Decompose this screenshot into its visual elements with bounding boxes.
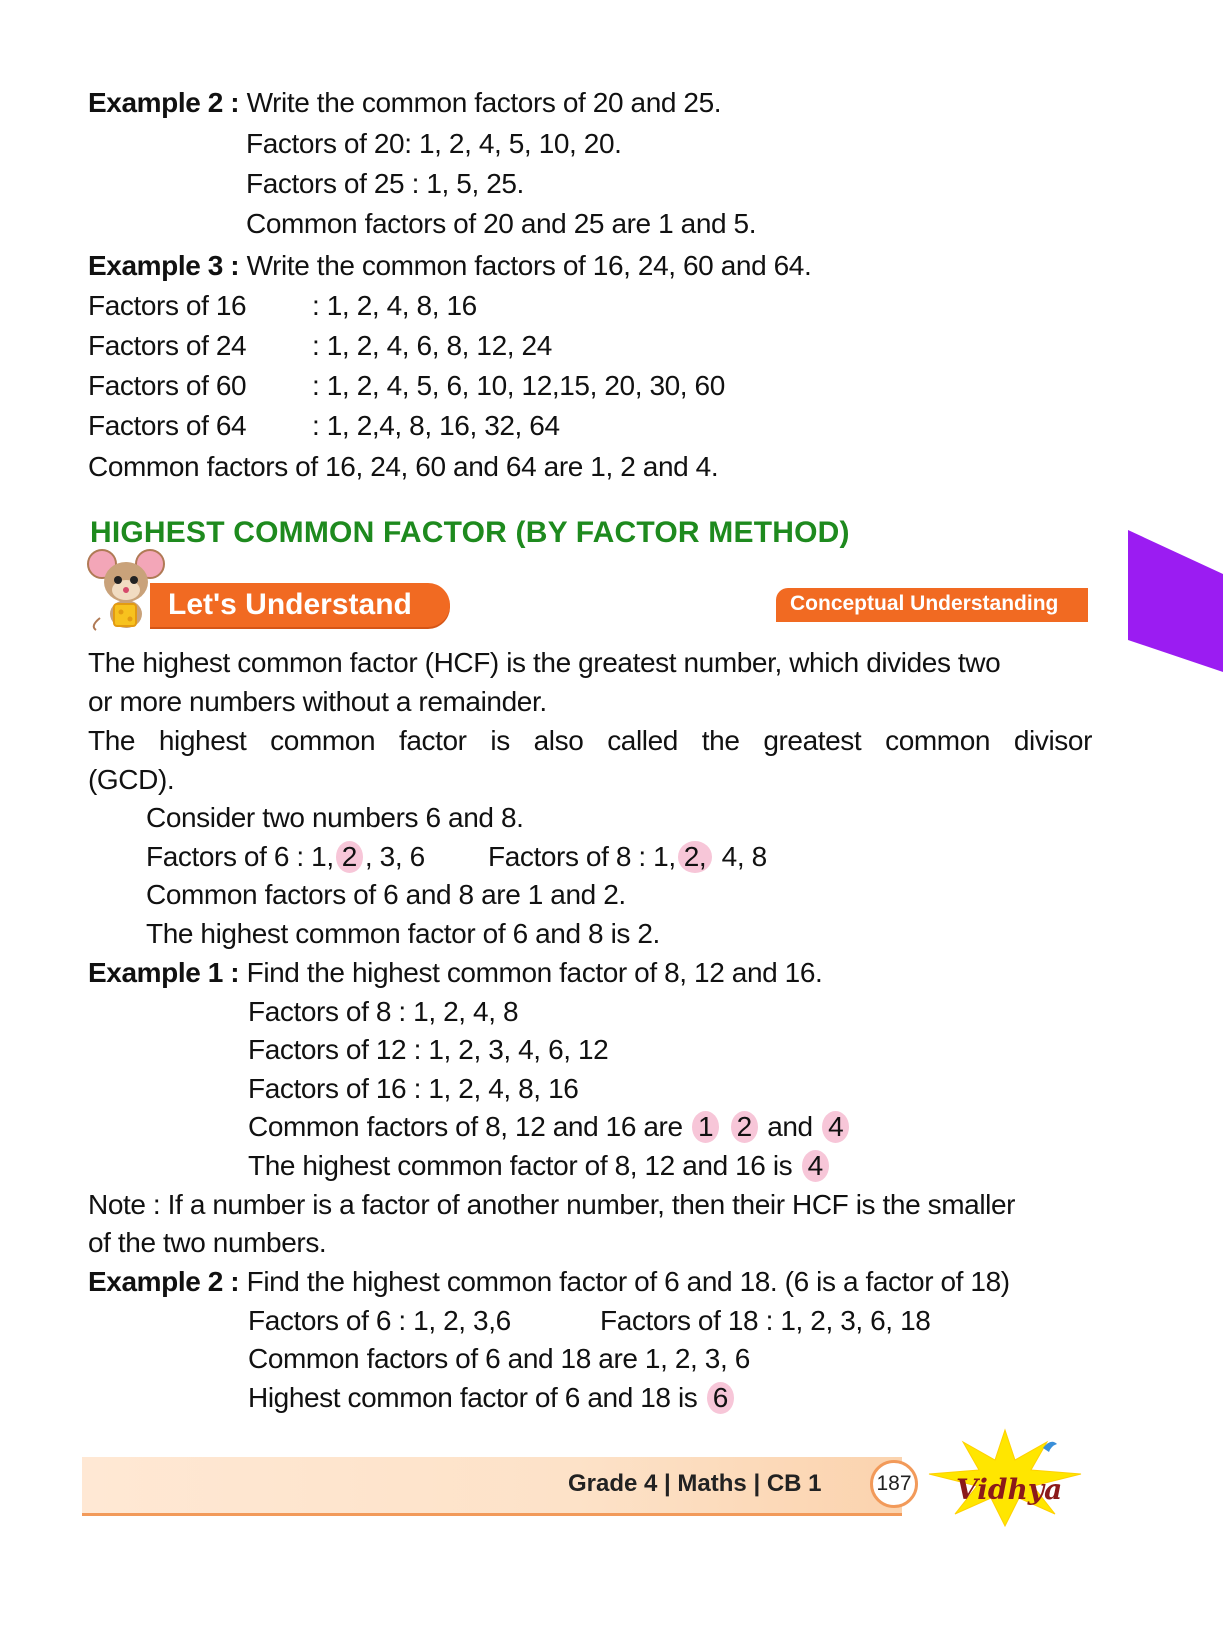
example2-top-line1: Factors of 20: 1, 2, 4, 5, 10, 20. bbox=[246, 128, 622, 159]
consider-line: Consider two numbers 6 and 8. bbox=[146, 802, 524, 833]
factors-of-6: Factors of 6 : 1, 2 , 3, 6 bbox=[146, 841, 425, 872]
example2-top-question: Example 2 : Write the common factors of 20 and 25. bbox=[88, 87, 722, 118]
factors-of-8: Factors of 8 : 1, 2, 4, 8 bbox=[488, 841, 767, 872]
example2-top-line3: Common factors of 20 and 25 are 1 and 5. bbox=[246, 208, 757, 239]
example1-question: Example 1 : Find the highest common factor of 8, 12 and 16. bbox=[88, 957, 823, 988]
factor-row-name: Factors of 60 bbox=[88, 370, 247, 401]
example-label: Example 2 : bbox=[88, 1266, 240, 1297]
example-label: Example 3 : bbox=[88, 250, 240, 281]
page-number: 187 bbox=[870, 1460, 918, 1508]
brand-name: Vidhya bbox=[956, 1473, 1063, 1506]
factor-row-values: : 1, 2, 4, 6, 8, 12, 24 bbox=[312, 330, 552, 361]
factor-row-name: Factors of 16 bbox=[88, 290, 247, 321]
example2-bottom-f6: Factors of 6 : 1, 2, 3,6 bbox=[248, 1305, 511, 1336]
factor-row-values: : 1, 2, 4, 8, 16 bbox=[312, 290, 477, 321]
highlight-mark: 1 bbox=[692, 1111, 719, 1143]
lets-understand-label: Let's Understand bbox=[168, 588, 412, 621]
example1-line3: Factors of 16 : 1, 2, 4, 8, 16 bbox=[248, 1073, 579, 1104]
note-line1: Note : If a number is a factor of another number, then their HCF is the smaller bbox=[88, 1189, 1016, 1220]
example2-bottom-f18: Factors of 18 : 1, 2, 3, 6, 18 bbox=[600, 1305, 931, 1336]
section-heading: HIGHEST COMMON FACTOR (BY FACTOR METHOD) bbox=[90, 516, 850, 549]
example2-bottom-question: Example 2 : Find the highest common factor of 6 and 18. (6 is a factor of 18) bbox=[88, 1266, 1010, 1297]
footer-label: Grade 4 | Maths | CB 1 bbox=[568, 1470, 822, 1497]
chapter-side-tab bbox=[1128, 530, 1223, 672]
example3-conclusion: Common factors of 16, 24, 60 and 64 are 1, 2 and 4. bbox=[88, 451, 719, 482]
highlight-mark: 4 bbox=[802, 1150, 829, 1182]
example-label: Example 2 : bbox=[88, 87, 240, 118]
definition-line3: The highest common factor is also called the greatest common divisor bbox=[88, 725, 1092, 756]
example1-common: Common factors of 8, 12 and 16 are 1 2 and 4 bbox=[248, 1110, 851, 1144]
highlight-mark: 4 bbox=[822, 1111, 849, 1143]
highlight-mark: 2 bbox=[731, 1111, 758, 1143]
common-6-8: Common factors of 6 and 8 are 1 and 2. bbox=[146, 879, 626, 910]
definition-line2: or more numbers without a remainder. bbox=[88, 686, 547, 717]
example1-highest: The highest common factor of 8, 12 and 16 is 4 bbox=[248, 1149, 831, 1183]
highlight-mark: 2, bbox=[678, 841, 713, 873]
example-label: Example 1 : bbox=[88, 957, 240, 988]
factor-row-values: : 1, 2, 4, 5, 6, 10, 12,15, 20, 30, 60 bbox=[312, 370, 725, 401]
factor-row-name: Factors of 24 bbox=[88, 330, 247, 361]
example1-line1: Factors of 8 : 1, 2, 4, 8 bbox=[248, 996, 519, 1027]
note-line2: of the two numbers. bbox=[88, 1227, 327, 1258]
example2-top-line2: Factors of 25 : 1, 5, 25. bbox=[246, 168, 524, 199]
example2-bottom-common: Common factors of 6 and 18 are 1, 2, 3, 6 bbox=[248, 1343, 750, 1374]
highlight-mark: 6 bbox=[707, 1382, 734, 1414]
highlight-mark: 2 bbox=[336, 841, 363, 873]
conceptual-understanding-label: Conceptual Understanding bbox=[790, 592, 1059, 615]
factor-row-name: Factors of 64 bbox=[88, 410, 247, 441]
factor-row-values: : 1, 2,4, 8, 16, 32, 64 bbox=[312, 410, 560, 441]
example1-line2: Factors of 12 : 1, 2, 3, 4, 6, 12 bbox=[248, 1034, 609, 1065]
example2-bottom-highest: Highest common factor of 6 and 18 is 6 bbox=[248, 1381, 736, 1415]
definition-line4: (GCD). bbox=[88, 764, 175, 795]
hcf-6-8: The highest common factor of 6 and 8 is 2. bbox=[146, 918, 660, 949]
example3-question: Example 3 : Write the common factors of 16, 24, 60 and 64. bbox=[88, 250, 812, 281]
definition-line1: The highest common factor (HCF) is the greatest number, which divides two bbox=[88, 647, 1001, 678]
